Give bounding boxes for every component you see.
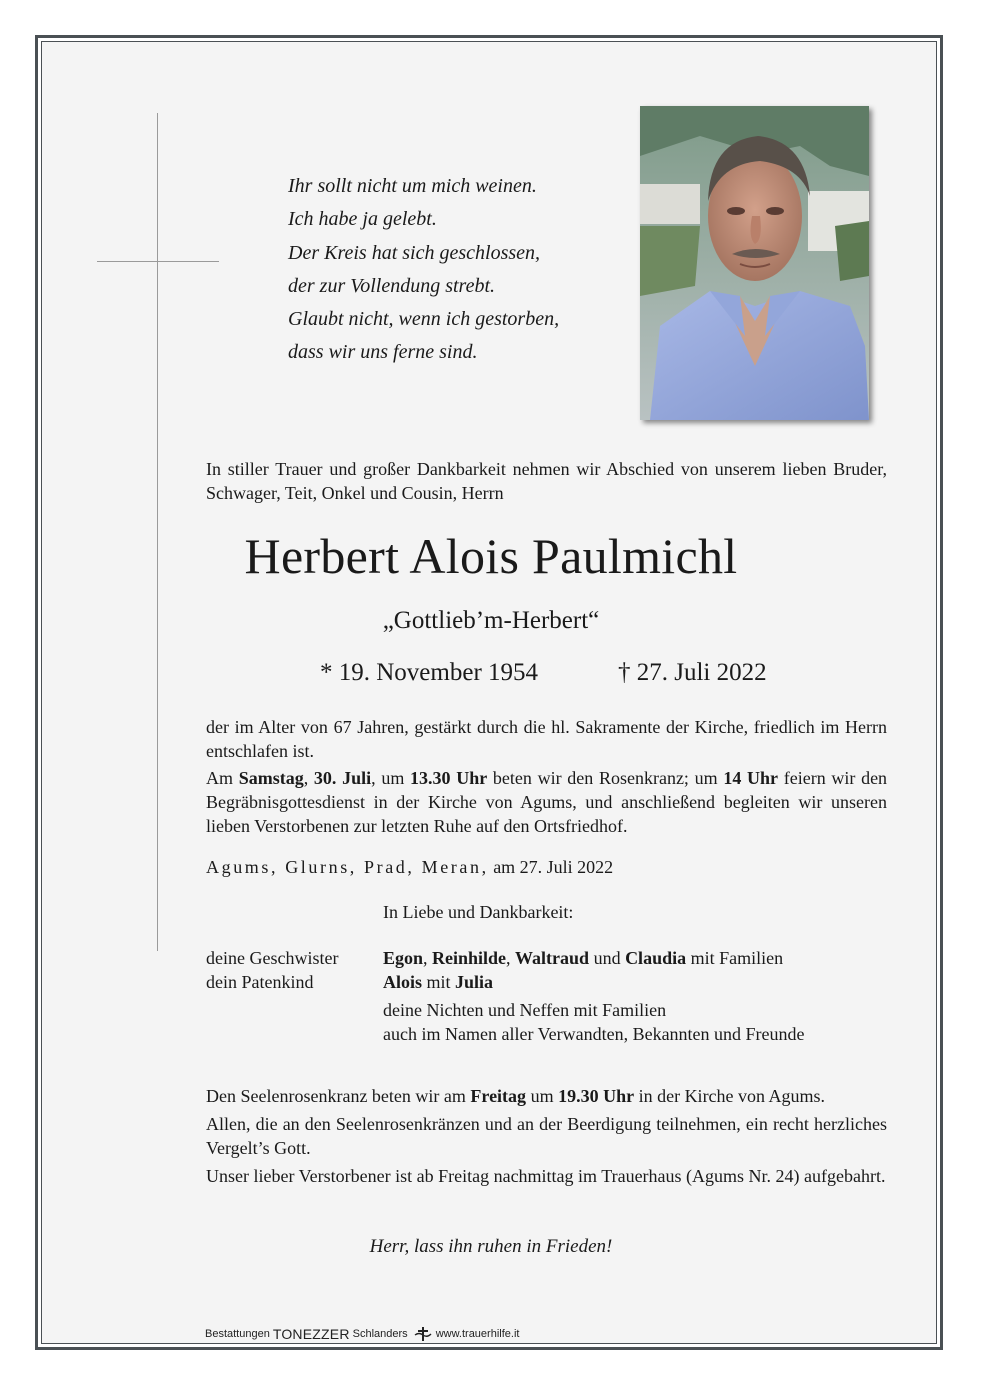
mass-time: 14 Uhr [723,768,779,788]
footer-company: TONEZZER [272,1326,350,1342]
funeral-text: Am Samstag, 30. Juli, um 13.30 Uhr beten wir den Rosenkranz; um 14 Uhr feiern wir den Begräbnisgottesdienst in der Kirche von Agums, und anschließend begleiten wir unseren lieben Verstorbenen zur letzten Ruhe auf den Ortsfriedhof. [206,768,888,836]
rosary-time: 13.30 Uhr [410,768,488,788]
place-date: am 27. Juli 2022 [493,857,614,877]
funeral-date: 30. Juli [313,768,372,788]
laid-out-text: Unser lieber Verstorbener ist ab Freitag nachmittag im Trauerhaus (Agums Nr. 24) aufgebahrt. [206,1166,886,1186]
poem-line: Glaubt nicht, wenn ich gestorben, [288,308,560,331]
deceased-nickname: „Gottlieb’m-Herbert“ [382,607,600,634]
nieces-nephews: deine Nichten und Neffen mit Familien [383,1000,667,1020]
rosary-text: Den Seelenrosenkranz beten wir am Freitag um 19.30 Uhr in der Kirche von Agums. [206,1086,826,1106]
siblings-names: Egon, Reinhilde, Waltraud und Claudia mit Familien [383,948,784,968]
poem-line: der zur Vollendung strebt. [288,274,496,297]
funeral-day: Samstag [238,768,304,788]
poem [288,170,559,370]
footer [205,1326,519,1342]
birth-date: * 19. November 1954 [320,659,539,686]
relatives-line: auch im Namen aller Verwandten, Bekannten und Freunde [383,1024,805,1044]
footer-prefix: Bestattungen [205,1328,270,1340]
godchild-names: Alois mit Julia [383,972,494,992]
poem-line: Ihr sollt nicht um mich weinen. [288,175,537,197]
footer-town: Schlanders [352,1328,408,1340]
poem-line: Ich habe ja gelebt. [288,208,437,231]
godchild-label: dein Patenkind [206,972,314,992]
poem-line: Der Kreis hat sich geschlossen, [288,241,541,264]
thanks-text: Allen, die an den Seelenrosenkränzen und an der Beerdigung teilnehmen, ein recht herzliches Vergelt’s Gott. [206,1114,887,1158]
deceased-name: Herbert Alois Paulmichl [244,528,738,584]
love-and-gratitude: In Liebe und Dankbarkeit: [383,902,574,922]
closing-prayer: Herr, lass ihn ruhen in Frieden! [369,1236,613,1257]
age-text: der im Alter von 67 Jahren, gestärkt durch die hl. Sakramente der Kirche, friedlich im Herrn entschlafen ist. [206,717,887,761]
portrait-photo [640,106,869,420]
place-names: Agums, Glurns, Prad, Meran, [206,857,489,877]
footer-website: www.trauerhilfe.it [435,1328,520,1340]
cross-horizontal-line [97,261,219,262]
intro-text: In stiller Trauer und großer Dankbarkeit nehmen wir Abschied von unserem lieben Bruder, Schwager, Teit, Onkel und Cousin, Herrn [206,459,887,503]
death-date: † 27. Juli 2022 [618,659,767,686]
cross-dove-icon [414,1326,432,1342]
place-and-date [206,857,613,878]
siblings-label: deine Geschwister [206,948,339,968]
poem-line: dass wir uns ferne sind. [288,341,478,364]
